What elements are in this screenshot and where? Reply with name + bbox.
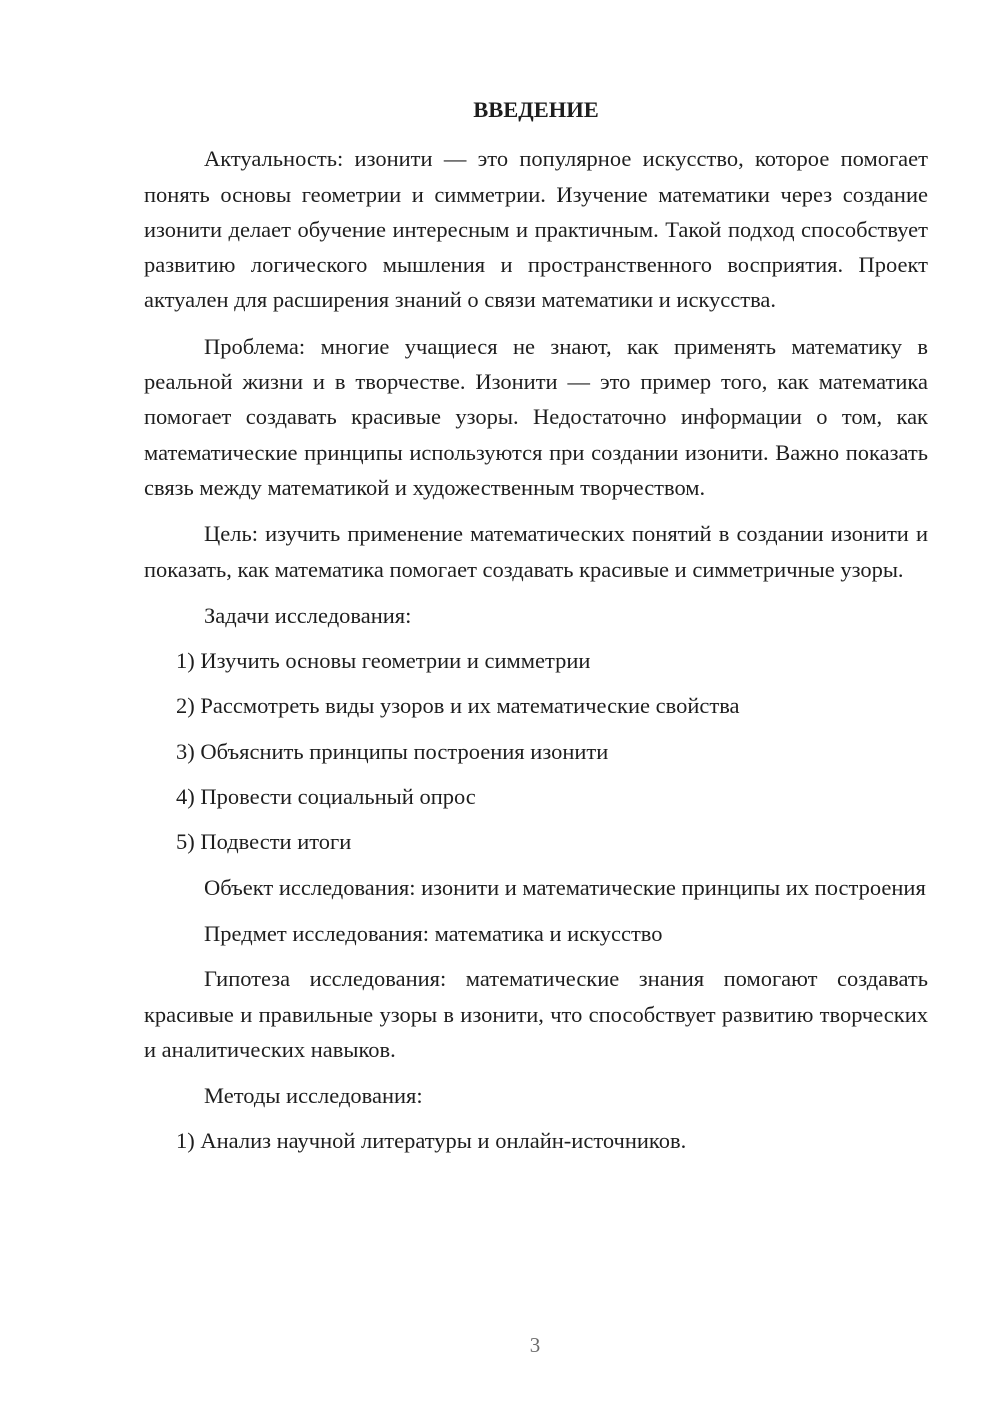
- method-item: 1) Анализ научной литературы и онлайн-источников.: [176, 1128, 687, 1154]
- task-item: 5) Подвести итоги: [176, 829, 352, 855]
- hypothesis-paragraph: Гипотеза исследования: математические знания помогают создавать красивые и правильные узоры в изонити, что способствует развитию творческих и аналитических навыков.: [144, 966, 928, 1062]
- goal-paragraph: Цель: изучить применение математических понятий в создании изонити и показать, как математика помогает создавать красивые и симметричные узоры.: [144, 521, 928, 582]
- tasks-heading: Задачи исследования:: [204, 602, 412, 628]
- section-title: ВВЕДЕНИЕ: [473, 97, 599, 122]
- page-number: 3: [529, 1333, 541, 1357]
- methods-list: [144, 1123, 928, 1158]
- page-content: [144, 92, 928, 1169]
- object-paragraph: Объект исследования: изонити и математические принципы их построения: [204, 874, 926, 900]
- task-item: 2) Рассмотреть виды узоров и их математические свойства: [176, 693, 740, 719]
- subject-paragraph: Предмет исследования: математика и искусство: [204, 920, 663, 946]
- relevance-paragraph: Актуальность: изонити — это популярное искусство, которое помогает понять основы геометрии и симметрии. Изучение математики через создание изонити делает обучение интересным и практичным. Такой подход способствует развитию логического мышления и пространственного восприятия. Проект актуален для расширения знаний о связи математики и искусства.: [144, 146, 928, 313]
- task-item: 3) Объяснить принципы построения изонити: [176, 738, 609, 764]
- methods-heading: Методы исследования:: [204, 1083, 423, 1109]
- problem-paragraph: Проблема: многие учащиеся не знают, как применять математику в реальной жизни и в творчестве. Изонити — это пример того, как математика помогает создавать красивые узоры. Недостаточно информации о том, как математические принципы используются при создании изонити. Важно показать связь между математикой и художественным творчеством.: [144, 333, 928, 500]
- task-item: 1) Изучить основы геометрии и симметрии: [176, 648, 591, 674]
- task-item: 4) Провести социальный опрос: [176, 784, 476, 810]
- tasks-list: [144, 643, 928, 859]
